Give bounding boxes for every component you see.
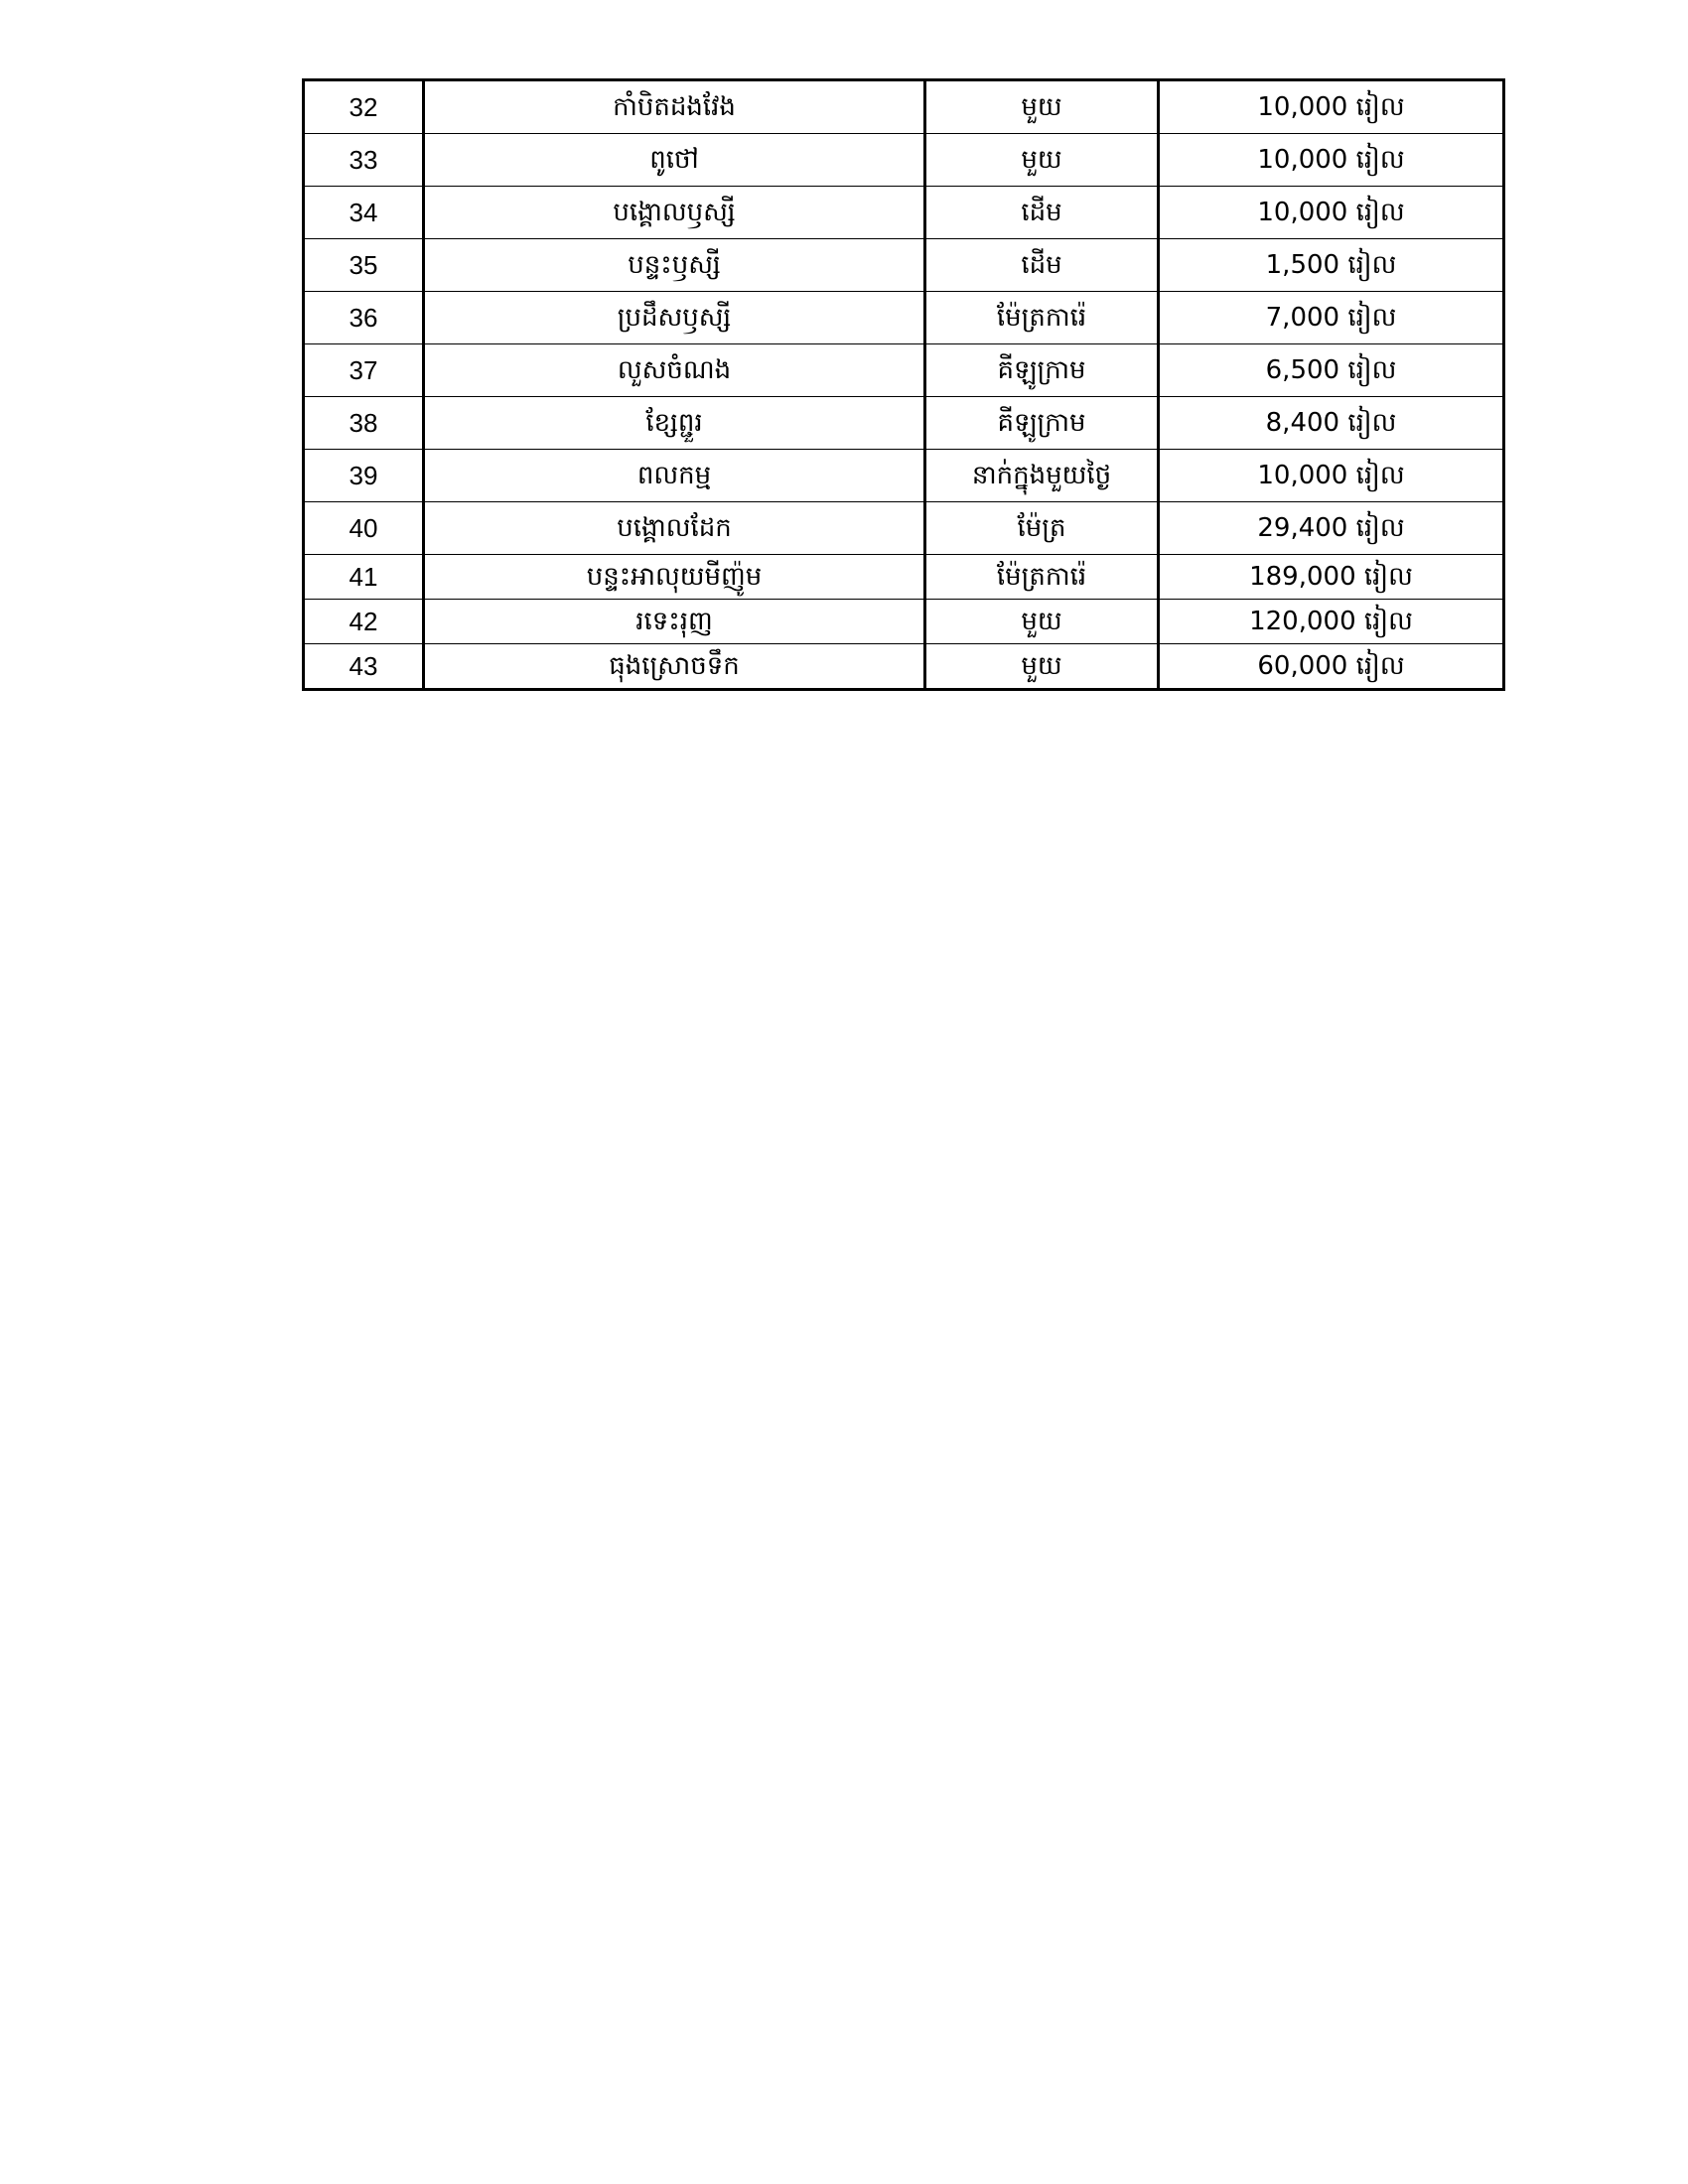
row-number: 33 — [304, 134, 424, 187]
item-unit: គីឡូក្រាម — [925, 344, 1159, 397]
item-price: 1,500 រៀល — [1159, 239, 1504, 292]
item-name: លួសចំណង — [424, 344, 925, 397]
item-name: បង្គោលដែក — [424, 502, 925, 555]
item-unit: មួយ — [925, 134, 1159, 187]
item-name: បន្ទះឫស្សី — [424, 239, 925, 292]
item-price: 7,000 រៀល — [1159, 292, 1504, 344]
item-unit: ម៉ែត្រ — [925, 502, 1159, 555]
item-price: 189,000 រៀល — [1159, 555, 1504, 600]
item-unit: ម៉ែត្រការ៉េ — [925, 292, 1159, 344]
item-price: 120,000 រៀល — [1159, 600, 1504, 644]
item-unit: គីឡូក្រាម — [925, 397, 1159, 450]
table-row — [304, 502, 1504, 555]
item-price: 10,000 រៀល — [1159, 80, 1504, 134]
row-number: 34 — [304, 187, 424, 239]
price-table — [302, 78, 1505, 691]
item-name: ពលកម្ម — [424, 450, 925, 502]
row-number: 40 — [304, 502, 424, 555]
item-unit: ដើម — [925, 187, 1159, 239]
item-name: ខ្សែព្ជួរ — [424, 397, 925, 450]
item-unit: មួយ — [925, 600, 1159, 644]
item-name: បន្ទះអាលុយមីញ៉ូម — [424, 555, 925, 600]
item-name: ពូថៅ — [424, 134, 925, 187]
item-name: ប្រដឹសឫស្សី — [424, 292, 925, 344]
item-unit: នាក់ក្នុងមួយថ្ងៃ — [925, 450, 1159, 502]
item-price: 10,000 រៀល — [1159, 187, 1504, 239]
item-name: ធុងស្រោចទឹក — [424, 644, 925, 690]
table-row — [304, 344, 1504, 397]
table-row — [304, 292, 1504, 344]
item-price: 10,000 រៀល — [1159, 450, 1504, 502]
item-unit: មួយ — [925, 80, 1159, 134]
table-row — [304, 239, 1504, 292]
row-number: 39 — [304, 450, 424, 502]
item-unit: មួយ — [925, 644, 1159, 690]
table-row — [304, 187, 1504, 239]
row-number: 36 — [304, 292, 424, 344]
row-number: 41 — [304, 555, 424, 600]
item-price: 10,000 រៀល — [1159, 134, 1504, 187]
row-number: 38 — [304, 397, 424, 450]
item-price: 6,500 រៀល — [1159, 344, 1504, 397]
table-row — [304, 644, 1504, 690]
item-unit: ម៉ែត្រការ៉េ — [925, 555, 1159, 600]
table-row — [304, 555, 1504, 600]
item-name: រទេះរុញ — [424, 600, 925, 644]
row-number: 43 — [304, 644, 424, 690]
row-number: 42 — [304, 600, 424, 644]
item-name: បង្គោលឫស្សី — [424, 187, 925, 239]
row-number: 35 — [304, 239, 424, 292]
table-row — [304, 80, 1504, 134]
item-unit: ដើម — [925, 239, 1159, 292]
table-row — [304, 450, 1504, 502]
item-price: 8,400 រៀល — [1159, 397, 1504, 450]
item-name: កាំបិតដងវែង — [424, 80, 925, 134]
item-price: 60,000 រៀល — [1159, 644, 1504, 690]
item-price: 29,400 រៀល — [1159, 502, 1504, 555]
table-row — [304, 600, 1504, 644]
row-number: 37 — [304, 344, 424, 397]
table-row — [304, 134, 1504, 187]
table-row — [304, 397, 1504, 450]
row-number: 32 — [304, 80, 424, 134]
